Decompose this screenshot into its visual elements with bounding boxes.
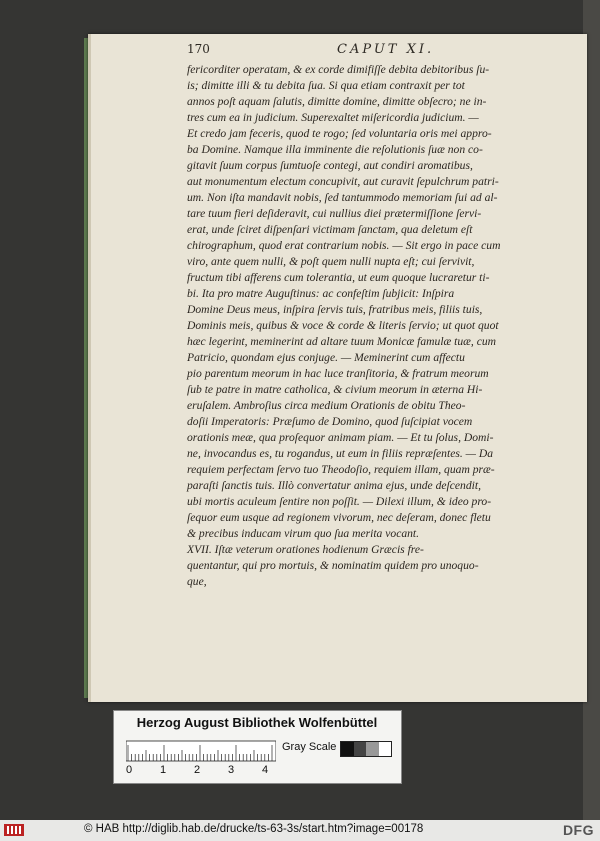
text-line: que, (187, 575, 207, 588)
text-line: & precibus inducam virum quo ſua merita vocant. (187, 527, 420, 540)
gray-scale-swatches (340, 741, 392, 757)
page-number: 170 (187, 42, 210, 56)
text-line: paraſti ſanctis tuis. Illò convertatur anima ejus, unde deſcendit, (187, 479, 481, 492)
text-line: Patricio, quondam ejus conjuge. — Meminerint cum affectu (187, 351, 465, 364)
ruler-number: 4 (262, 764, 269, 776)
text-line: chirographum, quod erat contrarium nobis. — Sit ergo in pace cum (187, 239, 501, 252)
hab-logo-icon (4, 824, 24, 836)
text-line: pio parentum meorum in hac luce tranſitoria, & fratrum meorum (187, 367, 489, 380)
running-head (187, 42, 567, 64)
text-line: is; dimitte illi & tu debita ſua. Si qua etiam contraxit per tot (187, 79, 465, 92)
scale-ruler (126, 739, 276, 763)
book-page (88, 34, 587, 702)
ruler-number: 3 (228, 764, 235, 776)
text-line: doſii Imperatoris: Præſumo de Domino, quod ſuſcipiat vocem (187, 415, 473, 428)
footer-bar (0, 820, 600, 841)
text-line: tres cum ea in judicium. Superexaltet miſericordia judicium. — (187, 111, 479, 124)
text-line: Dominis meis, quibus & voce & corde & literis ſervio; ut quot quot (187, 319, 499, 332)
source-link[interactable]: © HAB http://diglib.hab.de/drucke/ts-63-3s/start.htm?image=00178 (84, 823, 424, 835)
text-line: eruſalem. Ambroſius circa medium Orationis de obitu Theo- (187, 399, 466, 412)
text-line: quentantur, qui pro mortuis, & nominatim quidem pro unoquo- (187, 559, 479, 572)
text-line: ba Domine. Namque illa imminente die reſolutionis ſuæ non co- (187, 143, 483, 156)
text-line: XVII. Iſtæ veterum orationes hodienum Græcis fre- (187, 543, 424, 556)
text-line: Et credo jam feceris, quod te rogo; ſed voluntaria oris mei appro- (187, 127, 492, 140)
text-line: viro, ante quem nulli, & poſt quem nulli nupta eſt; cui ſervivit, (187, 255, 475, 268)
text-line: fericorditer operatam, & ex corde dimifiſſe debita debitoribus ſu- (187, 63, 490, 76)
running-title: CAPUT XI. (337, 42, 435, 57)
gray-scale-label: Gray Scale (282, 741, 337, 753)
ruler-number: 0 (126, 764, 133, 776)
text-line: um. Non iſta mandavit nobis, ſed tantummodo memoriam ſui ad al- (187, 191, 498, 204)
text-line: hæc legerint, meminerint ad altare tuum Monicæ famulæ tuæ, cum (187, 335, 497, 348)
text-line: aut monumentum electum concupivit, aut curavit ſepulchrum patri- (187, 175, 499, 188)
text-line: bi. Ita pro matre Auguſtinus: ac confeſtim ſubjicit: Inſpira (187, 287, 455, 300)
library-color-card (113, 710, 402, 784)
text-line: orationis meæ, qua proſequor animam piam. — Et tu ſolus, Domi- (187, 431, 494, 444)
text-line: requiem perfectam ſervo tuo Theodoſio, requiem illam, quam præ- (187, 463, 495, 476)
text-line: ubi mortis aculeum ſentire non poſſit. — Dilexi illum, & ideo pro- (187, 495, 492, 508)
text-line: tare tuum fieri deſideravit, cui nullius diei prætermiſſione ſervi- (187, 207, 482, 220)
text-line: ſub te patre in matre catholica, & civium meorum in æterna Hi- (187, 383, 483, 396)
library-name: Herzog August Bibliothek Wolfenbüttel (136, 715, 378, 730)
ruler-number: 1 (160, 764, 167, 776)
text-line: annos poſt aquam ſalutis, dimitte domine, dimitte obſecro; ne in- (187, 95, 487, 108)
body-text (187, 62, 567, 590)
text-line: Domine Deus meus, inſpira ſervis tuis, fratribus meis, filiis tuis, (187, 303, 483, 316)
dfg-logo: DFG (562, 822, 594, 838)
text-line: fructum tibi afferens cum tolerantia, ut eum quoque lucraretur ti- (187, 271, 490, 284)
ruler-number: 2 (194, 764, 201, 776)
text-line: ſequor eum usque ad regionem vivorum, nec deſeram, donec fletu (187, 511, 491, 524)
text-line: ne, invocandus es, tu rogandus, ut eum in filiis repræſentes. — Da (187, 447, 494, 460)
text-line: gitavit ſuum corpus ſumtuoſe contegi, aut condiri aromatibus, (187, 159, 473, 172)
ruler-numbers (126, 764, 286, 778)
text-line: erat, unde ſciret diſpenſari victimam ſanctam, qua deletum eſt (187, 223, 473, 236)
